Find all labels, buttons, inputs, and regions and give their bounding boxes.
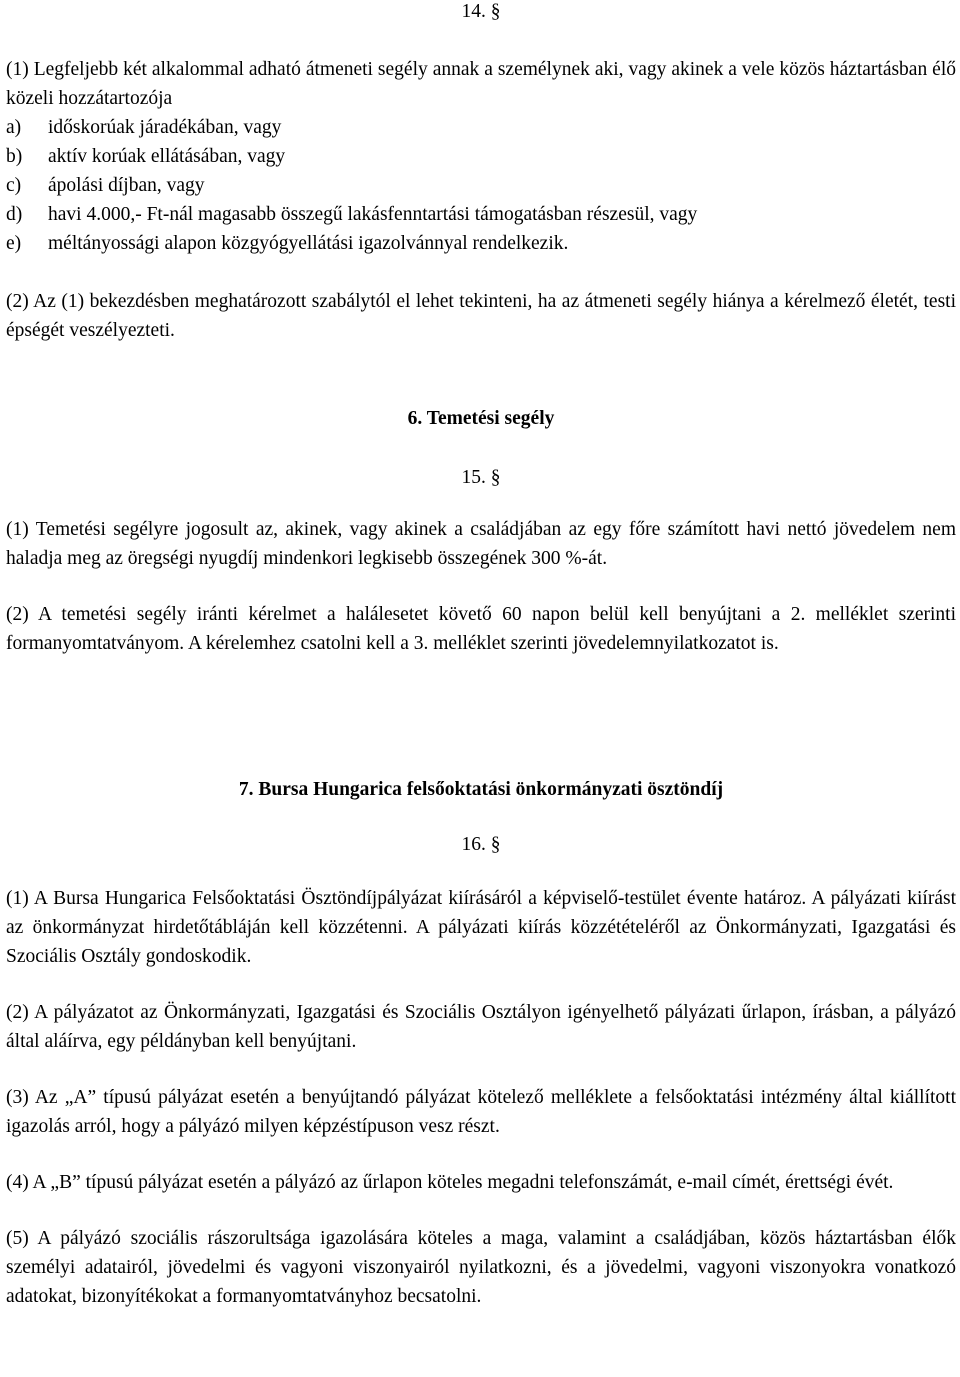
list-item-label: b) <box>6 146 23 167</box>
list-item <box>6 229 956 258</box>
paragraph-16-5: (5) A pályázó szociális rászorultsága igazolására köteles a maga, valamint a családjában, közös háztartásban élők személyi adatairól, jövedelmi és vagyoni viszonyairól nyilatkozni, és a jövedelmi, vagyoni viszonyokra vonatkozó adatokat, bizonyítékokat a formanyomtatványhoz becsatolni. <box>6 1228 956 1307</box>
paragraph-15-2: (2) A temetési segély iránti kérelmet a halálesetet követő 60 napon belül kell benyújtani a 2. melléklet szerinti formanyomtatványom. A kérelemhez csatolni kell a 3. melléklet szerinti jövedelemnyilatkozatot is. <box>6 604 956 654</box>
list-item <box>6 113 956 142</box>
chapter-7-heading: 7. Bursa Hungarica felsőoktatási önkormányzati ösztöndíj <box>238 779 724 800</box>
section-number-15: 15. § <box>461 467 501 488</box>
list-item <box>6 171 956 200</box>
list-item-text: időskorúak járadékában, vagy <box>48 117 282 138</box>
paragraph-16-3: (3) Az „A” típusú pályázat esetén a benyújtandó pályázat kötelező melléklete a felsőoktatási intézmény által kiállított igazolás arról, hogy a pályázó milyen képzéstípuson vesz részt. <box>6 1087 956 1137</box>
list-item <box>6 200 956 229</box>
list-item-label: a) <box>6 117 22 138</box>
chapter-6-heading: 6. Temetési segély <box>407 408 555 429</box>
list-item-text: aktív korúak ellátásában, vagy <box>48 146 286 167</box>
list-item-label: e) <box>6 233 22 254</box>
list-item <box>6 142 956 171</box>
paragraph-14-2: (2) Az (1) bekezdésben meghatározott szabálytól el lehet tekinteni, ha az átmeneti segély hiánya a kérelmező életét, testi épségét veszélyezteti. <box>6 291 956 341</box>
paragraph-16-2: (2) A pályázatot az Önkormányzati, Igazgatási és Szociális Osztályon igényelhető pályázati űrlapon, írásban, a pályázó által aláírva, egy példányban kell benyújtani. <box>6 1002 956 1052</box>
section-15 <box>6 515 956 658</box>
list-item-label: d) <box>6 204 23 225</box>
paragraph-14-1-intro: (1) Legfeljebb két alkalommal adható átmeneti segély annak a személynek aki, vagy akinek a vele közös háztartásban élő közeli hozzátartozója <box>6 59 956 109</box>
list-item-text: ápolási díjban, vagy <box>48 175 205 196</box>
section-14 <box>6 55 956 345</box>
section-number-16: 16. § <box>461 834 501 855</box>
paragraph-16-1: (1) A Bursa Hungarica Felsőoktatási Ösztöndíjpályázat kiírásáról a képviselő-testület évente határoz. A pályázati kiírást az önkormányzat hirdetőtábláján kell közzétenni. A pályázati kiírás közzétételéről az Önkormányzati, Igazgatási és Szociális Osztály gondoskodik. <box>6 888 956 967</box>
condition-list <box>6 113 956 258</box>
paragraph-16-4: (4) A „B” típusú pályázat esetén a pályázó az űrlapon köteles megadni telefonszámát, e-mail címét, érettségi évét. <box>6 1172 894 1193</box>
paragraph-15-1: (1) Temetési segélyre jogosult az, akinek, vagy akinek a családjában az egy főre számított havi nettó jövedelem nem haladja meg az öregségi nyugdíj mindenkori legkisebb összegének 300 %-át. <box>6 519 956 569</box>
list-item-label: c) <box>6 175 22 196</box>
list-item-text: méltányossági alapon közgyógyellátási igazolvánnyal rendelkezik. <box>48 233 569 254</box>
list-item-text: havi 4.000,- Ft-nál magasabb összegű lakásfenntartási támogatásban részesül, vagy <box>48 204 698 225</box>
section-16 <box>6 884 956 1311</box>
section-number-14: 14. § <box>461 1 501 22</box>
